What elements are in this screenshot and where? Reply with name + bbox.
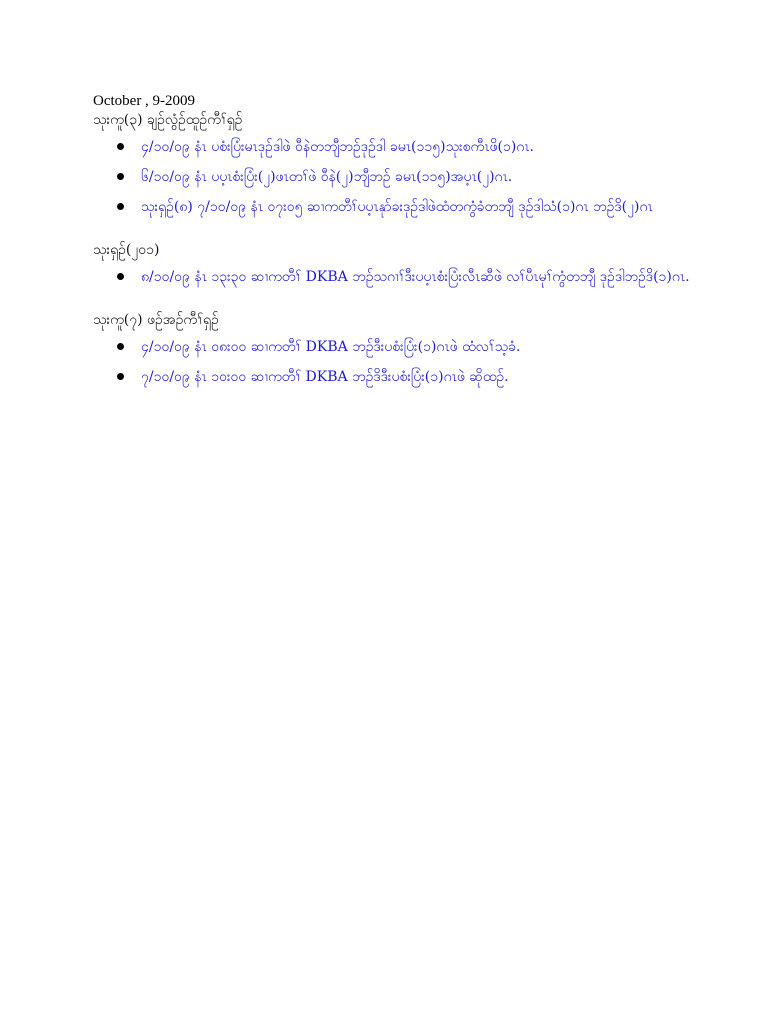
section-1 [93, 110, 693, 218]
list-item-text: ၈/၁၀/၀၉ နံၤ ၁၃း၃၀ ဆၢကတီၢ် DKBA ဘဉ်သဂၢၢ်ဒီးပပ့ၤစံးပြံးလီၤဆီဖဲ လၢ်ပီၤမုၢ်ကွံတဘျီ ဒုဉ်ဒါဘဉ်ဒိ(၁)ဂၤ. [141, 269, 690, 285]
bullet-icon [117, 143, 124, 150]
document-page [93, 92, 693, 410]
list-item [93, 196, 693, 218]
bullet-icon [117, 343, 124, 350]
bullet-icon [117, 373, 124, 380]
section-heading: သုးရှဉ်(၂၀၁) [93, 242, 160, 258]
list-item-text: ၄/၁၀/၀၉ နံၤ ၀၈း၀၀ ဆၢကတီၢ် DKBA ဘဉ်ဒီးပစံးပြံး(၁)ဂၤဖဲ ထံလၢ်သ့ခံ. [141, 339, 521, 355]
section-3 [93, 310, 693, 388]
bullet-list [93, 266, 693, 288]
list-item [93, 336, 693, 358]
list-item-text: သုးရှဉ်(၈) ၇/၁၀/၀၉ နံၤ ၀၇း၀၅ ဆၢကတီၢ်ပပ့ၤနုာ်ခးဒုဉ်ဒါဖဲထံတကွံခံတဘျီ ဒုဉ်ဒါသံ(၁)ဂၤ ဘဉ်ဒိ(၂)ဂၤ [141, 199, 653, 215]
bullet-icon [117, 273, 124, 280]
section-heading: သုးကူ(၇) ဖဉ်အဉ်ကီၢ်ရှဉ် [93, 312, 219, 328]
document-date: October , 9-2009 [93, 93, 196, 109]
section-2 [93, 240, 693, 288]
list-item-text: ၄/၁၀/၀၉ နံၤ ပစံးပြံးမၤဒုဉ်ဒါဖဲ ဝီနဲတဘျီဘဉ်ဒုဉ်ဒါ ခမၤ(၁၁၅)သုးစကီၤဖိ(၁)ဂၤ. [141, 139, 534, 155]
bullet-list [93, 336, 693, 388]
list-item [93, 266, 693, 288]
bullet-icon [117, 173, 124, 180]
section-heading: သုးကူ(၃) ချဉ်လွံဉ်ထူဉ်ကီၢ်ရှဉ် [93, 112, 243, 128]
list-item [93, 136, 693, 158]
list-item-text: ၇/၁၀/၀၉ နံၤ ၁၀း၀၀ ဆၢကတီၢ် DKBA ဘဉ်ဒိဒီးပစံးပြံး(၁)ဂၤဖဲ ဆိုထဉ်. [141, 369, 509, 385]
list-item [93, 166, 693, 188]
list-item [93, 366, 693, 388]
list-item-text: ၆/၁၀/၀၉ နံၤ ပပ့ၤစံးပြံး(၂)ဖၤတၢ်ဖဲ ဝီနဲ(၂)ဘျီဘဉ် ခမၤ(၁၁၅)အပ့ၤ(၂)ဂၤ. [141, 169, 513, 185]
bullet-icon [117, 203, 124, 210]
bullet-list [93, 136, 693, 218]
